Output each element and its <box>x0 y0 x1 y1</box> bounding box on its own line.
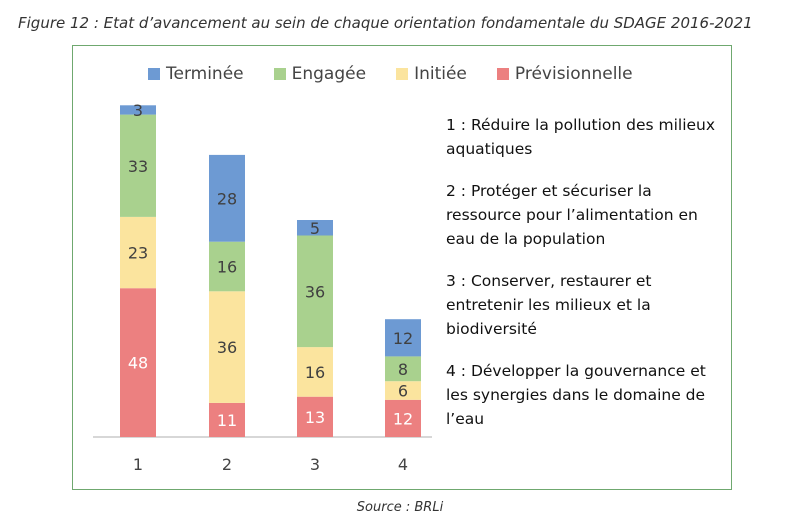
data-label-2-initiée: 36 <box>216 338 238 358</box>
note-1: 1 : Réduire la pollution des milieux aquatiques <box>446 116 716 158</box>
figure-label: Figure 12 <box>18 14 90 32</box>
legend-item-prévisionnelle <box>497 64 633 84</box>
data-label-1-engagée: 33 <box>127 156 149 176</box>
legend-swatch <box>148 68 160 80</box>
legend-label: Prévisionnelle <box>514 64 633 84</box>
legend-item-engagée <box>274 64 366 84</box>
legend-item-terminée <box>148 64 244 84</box>
data-label-1-terminée: 3 <box>132 100 144 120</box>
data-label-3-initiée: 16 <box>304 362 326 382</box>
x-tick-label-2: 2 <box>221 455 233 474</box>
data-label-4-prévisionnelle: 12 <box>392 409 414 429</box>
data-label-4-terminée: 12 <box>392 328 414 348</box>
legend-label: Engagée <box>291 64 367 84</box>
legend-label: Terminée <box>166 64 244 84</box>
note-3: 3 : Conserver, restaurer et entretenir les milieux et la biodiversité <box>446 272 652 338</box>
legend-item-initiée <box>396 64 467 84</box>
data-label-3-terminée: 5 <box>309 218 321 238</box>
note-2: 2 : Protéger et sécuriser la ressource pour l’alimentation en eau de la population <box>446 182 698 248</box>
source-credit: Source : BRLi <box>356 500 444 515</box>
data-label-2-terminée: 28 <box>216 189 238 209</box>
note-4: 4 : Développer la gouvernance et les synergies dans le domaine de l’eau <box>446 362 706 428</box>
data-label-4-engagée: 8 <box>397 359 409 379</box>
x-tick-label-4: 4 <box>397 455 409 474</box>
x-tick-label-3: 3 <box>309 455 321 474</box>
legend-swatch <box>396 68 408 80</box>
chart-legend <box>148 64 663 84</box>
legend-label: Initiée <box>414 64 467 84</box>
orientation-notes <box>446 113 716 449</box>
figure-title: : Etat d’avancement au sein de chaque orientation fondamentale du SDAGE 2016-2021 <box>89 14 753 32</box>
legend-swatch <box>274 68 286 80</box>
data-label-2-engagée: 16 <box>216 257 238 277</box>
data-label-1-initiée: 23 <box>127 243 149 263</box>
legend-swatch <box>497 68 509 80</box>
data-label-3-engagée: 36 <box>304 282 326 302</box>
x-tick-label-1: 1 <box>132 455 144 474</box>
data-label-2-prévisionnelle: 11 <box>216 410 238 430</box>
data-label-3-prévisionnelle: 13 <box>304 407 326 427</box>
data-label-4-initiée: 6 <box>397 381 409 401</box>
data-label-1-prévisionnelle: 48 <box>127 353 149 373</box>
